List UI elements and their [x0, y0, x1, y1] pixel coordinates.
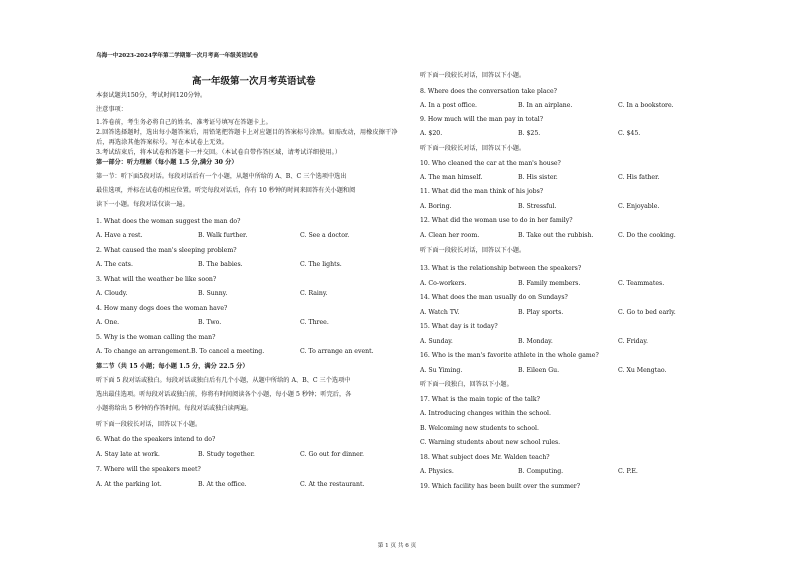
option-c: C. $45. — [618, 130, 641, 137]
option-c: C. Rainy. — [300, 290, 328, 297]
question-stem: 10. Who cleaned the car at the man's house? — [420, 160, 561, 167]
page-footer: 第 1 页 共 6 页 — [377, 543, 417, 549]
section2-text: 听下面 5 段对话或独白。每段对话或独白后有几个小题，从题中所给的 A、B、C 三个选项中 — [96, 377, 351, 384]
question-options — [96, 261, 396, 269]
question-options — [420, 174, 720, 182]
option-c: C. P.E. — [618, 468, 638, 475]
question-options — [420, 338, 720, 346]
option-b: B. Welcoming new students to school. — [420, 425, 539, 432]
question-stem: 5. Why is the woman calling the man? — [96, 334, 216, 341]
section2-text: 小题将给出 5 秒钟的作答时间。每段对话或独白读两遍。 — [96, 405, 253, 412]
listening-instruction: 听下面一段较长对话，回答以下小题。 — [420, 72, 526, 79]
question-options — [420, 468, 720, 476]
option-b: B. Take out the rubbish. — [518, 232, 594, 239]
option-a: A. The man himself. — [420, 174, 483, 181]
question-options — [420, 130, 720, 138]
option-a-b: A. To change an arrangement.B. To cancel a meeting. — [96, 348, 265, 355]
option-b: B. At the office. — [198, 481, 247, 488]
exam-intro: 本套试题共150分，考试时间120分钟。 — [96, 92, 207, 99]
option-c: C. See a doctor. — [300, 232, 350, 239]
question-stem: 17. What is the main topic of the talk? — [420, 396, 540, 403]
question-options — [420, 232, 720, 240]
option-a: A. $20. — [420, 130, 443, 137]
question-options — [96, 290, 396, 298]
option-b: B. $25. — [518, 130, 541, 137]
question-stem: 6. What do the speakers intend to do? — [96, 436, 216, 443]
question-options — [96, 232, 396, 240]
question-stem: 7. Where will the speakers meet? — [96, 466, 201, 473]
option-a: A. Stay late at work. — [96, 451, 160, 458]
option-b: B. Sunny. — [198, 290, 228, 297]
option-b: B. Study together. — [198, 451, 255, 458]
option-c: C. The lights. — [300, 261, 342, 268]
option-a: A. Sunday. — [420, 338, 453, 345]
question-options — [420, 203, 720, 211]
question-stem: 15. What day is it today? — [420, 323, 498, 330]
listening-instruction: 听下面一段较长对话，回答以下小题。 — [420, 247, 526, 254]
option-a: A. The cats. — [96, 261, 133, 268]
question-stem: 4. How many dogs does the woman have? — [96, 305, 228, 312]
option-c: C. Friday. — [618, 338, 648, 345]
section1-text: 读下一小题。每段对话仅读一遍。 — [96, 201, 189, 208]
question-options — [420, 280, 720, 288]
listening-instruction: 听下面一段较长对话，回答以下小题。 — [420, 145, 526, 152]
question-stem: 16. Who is the man's favorite athlete in the whole game? — [420, 352, 599, 359]
option-b: B. Two. — [198, 319, 222, 326]
option-b: B. Monday. — [518, 338, 553, 345]
part1-heading: 第一部分：听力理解（每小题 1.5 分,满分 30 分） — [96, 159, 238, 166]
option-a: A. Co-workers. — [420, 280, 467, 287]
question-stem: 9. How much will the man pay in total? — [420, 116, 544, 123]
question-stem: 19. Which facility has been built over the summer? — [420, 483, 581, 490]
listening-instruction: 听下面一段较长对话，回答以下小题。 — [96, 421, 202, 428]
option-a: A. Cloudy. — [96, 290, 128, 297]
option-c: C. Xu Mengtao. — [618, 367, 667, 374]
listening-instruction: 听下面一段独白，回答以下小题。 — [420, 381, 513, 388]
option-c: C. Do the cooking. — [618, 232, 676, 239]
question-options — [420, 309, 720, 317]
question-options — [96, 348, 396, 356]
option-c: C. In a bookstore. — [618, 102, 674, 109]
option-b: B. Play sports. — [518, 309, 564, 316]
question-options — [96, 481, 396, 489]
question-stem: 8. Where does the conversation take place? — [420, 88, 557, 95]
option-a: A. Introducing changes within the school. — [420, 410, 551, 417]
option-c: C. Teammates. — [618, 280, 665, 287]
option-b: B. In an airplane. — [518, 102, 573, 109]
section2-text: 选出最佳选项。听每段对话或独白前，你将有时间阅读各个小题，每小题 5 秒钟；听完后，各 — [96, 391, 352, 398]
option-c: C. Go to bed early. — [618, 309, 676, 316]
option-a: A. Clean her room. — [420, 232, 480, 239]
option-a: A. At the parking lot. — [96, 481, 162, 488]
option-b: B. His sister. — [518, 174, 558, 181]
section2-heading: 第二节（共 15 小题；每小题 1.5 分，满分 22.5 分） — [96, 363, 249, 370]
option-a: A. Have a rest. — [96, 232, 143, 239]
exam-title: 高一年级第一次月考英语试卷 — [192, 76, 316, 87]
question-options — [96, 319, 396, 327]
option-b: B. Family members. — [518, 280, 581, 287]
question-stem: 11. What did the man think of his jobs? — [420, 188, 544, 195]
question-stem: 1. What does the woman suggest the man do? — [96, 218, 241, 225]
option-a: A. Boring. — [420, 203, 452, 210]
option-c: C. Three. — [300, 319, 329, 326]
question-stem: 13. What is the relationship between the speakers? — [420, 265, 582, 272]
notice-line: 后，再选涂其他答案标号。写在本试卷上无效。 — [96, 139, 229, 146]
option-b: B. Walk further. — [198, 232, 248, 239]
question-options — [420, 367, 720, 375]
notice-line: 2.回答选择题时，选出每小题答案后，用铅笔把答题卡上对应题目的答案标号涂黑。如需改动，用橡皮擦干净 — [96, 129, 398, 136]
option-b: B. Stressful. — [518, 203, 557, 210]
option-a: A. In a post office. — [420, 102, 477, 109]
section1-heading: 第一节：听下面5段对话。每段对话后有一个小题，从题中所给的 A、B、C 三个选项中选出 — [96, 173, 347, 180]
option-b: B. Eileen Gu. — [518, 367, 560, 374]
option-a: A. Su Yiming. — [420, 367, 463, 374]
notice-line: 3.考试结束后，将本试卷和答题卡一并交回。（本试卷自带作答区域，请考试详细使用。） — [96, 149, 342, 156]
question-stem: 3. What will the weather be like soon? — [96, 276, 217, 283]
page-header: 乌海一中2023-2024学年第二学期第一次月考高一年级英语试卷 — [96, 53, 259, 59]
question-stem: 18. What subject does Mr. Walden teach? — [420, 454, 550, 461]
section1-text: 最佳选项，并标在试卷的相应位置。听完每段对话后，你有 10 秒钟的时间来回答有关小题和阅 — [96, 187, 356, 194]
option-c: C. To arrange an event. — [300, 348, 374, 355]
option-c: C. His father. — [618, 174, 660, 181]
question-stem: 14. What does the man usually do on Sundays? — [420, 294, 568, 301]
question-options — [96, 451, 396, 459]
question-stem: 2. What caused the man's sleeping problem? — [96, 247, 237, 254]
option-c: C. Go out for dinner. — [300, 451, 365, 458]
option-a: A. One. — [96, 319, 120, 326]
option-c: C. At the restaurant. — [300, 481, 365, 488]
notice-line: 1.答卷前，考生务必将自己的姓名、准考证号填写在答题卡上。 — [96, 119, 272, 126]
option-c: C. Enjoyable. — [618, 203, 660, 210]
option-a: A. Physics. — [420, 468, 454, 475]
notice-heading: 注意事项： — [96, 106, 127, 113]
option-a: A. Watch TV. — [420, 309, 460, 316]
option-b: B. Computing. — [518, 468, 564, 475]
option-b: B. The babies. — [198, 261, 243, 268]
option-c: C. Warning students about new school rules. — [420, 439, 561, 446]
question-options — [420, 102, 720, 110]
question-stem: 12. What did the woman use to do in her family? — [420, 217, 573, 224]
